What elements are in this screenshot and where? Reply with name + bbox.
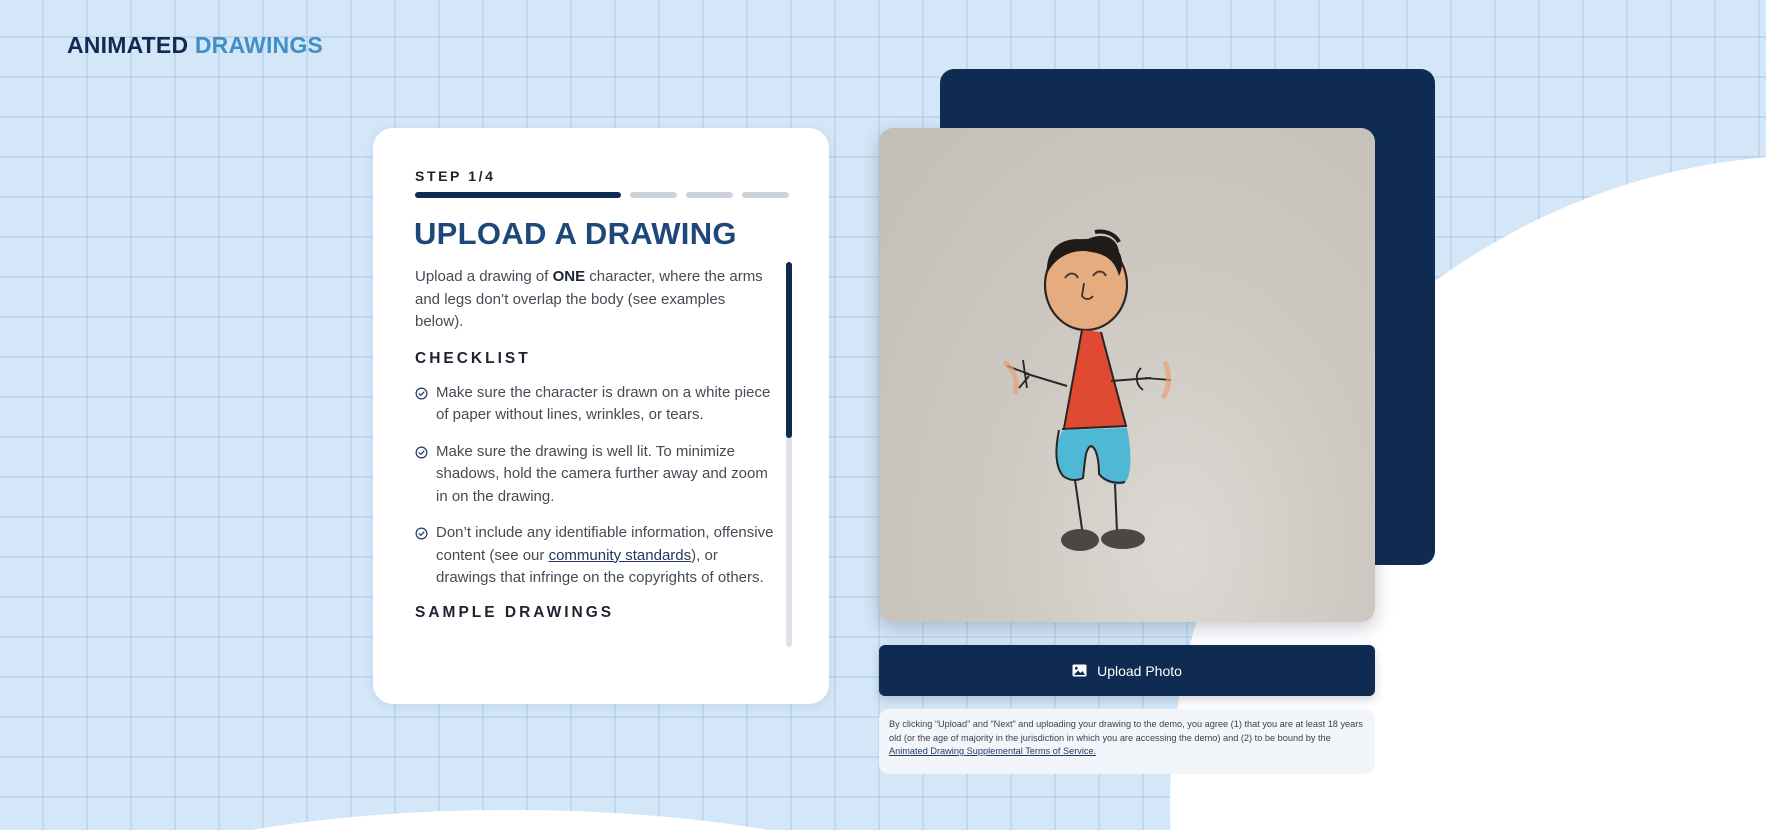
checklist-item: Make sure the character is drawn on a white piece of paper without lines, wrinkles, or tears.	[415, 382, 777, 427]
checklist-item: Don’t include any identifiable information, offensive content (see our community standards), or drawings that infringe on the copyrights of others.	[415, 522, 777, 590]
step-progress-bar	[415, 192, 789, 198]
upload-photo-label: Upload Photo	[1097, 662, 1182, 679]
instructions-scrollbar[interactable]	[786, 262, 792, 647]
progress-segment-2	[630, 192, 677, 198]
instructions-scroll-area[interactable]	[415, 266, 777, 644]
check-circle-icon	[415, 527, 428, 540]
image-icon	[1072, 664, 1087, 677]
checklist-heading: CHECKLIST	[415, 349, 531, 367]
sample-drawings-heading: SAMPLE DRAWINGS	[415, 603, 615, 621]
intro-text: Upload a drawing of ONE character, where the arms and legs don’t overlap the body (see examples below).	[415, 268, 763, 330]
step-indicator: STEP 1/4	[415, 168, 496, 184]
drawing-preview-image	[879, 128, 1375, 622]
terms-disclaimer: By clicking “Upload” and “Next” and uploading your drawing to the demo, you agree (1) that you are at least 18 years old (or the age of majority in the jurisdiction in which you are accessing the demo) and (2) to be bound by the Animated Drawing Supplemental Terms of Service.	[879, 709, 1375, 774]
upload-photo-button[interactable]	[879, 645, 1375, 696]
page-title: UPLOAD A DRAWING	[414, 216, 737, 251]
step-card	[373, 128, 829, 704]
intro-emphasis: ONE	[552, 268, 586, 285]
checklist-item: Make sure the drawing is well lit. To minimize shadows, hold the camera further away and zoom in on the drawing.	[415, 441, 777, 509]
community-standards-link[interactable]: community standards	[548, 546, 692, 564]
check-circle-icon	[415, 387, 428, 400]
background-wave-bottom	[60, 810, 960, 830]
brand-logo[interactable]	[67, 32, 323, 59]
drawing-preview	[879, 128, 1375, 622]
checklist	[415, 382, 777, 590]
progress-segment-1	[415, 192, 621, 198]
progress-segment-4	[742, 192, 789, 198]
progress-segment-3	[686, 192, 733, 198]
brand-logo-word2: DRAWINGS	[194, 32, 323, 58]
terms-of-service-link[interactable]: Animated Drawing Supplemental Terms of Service.	[889, 746, 1097, 756]
scrollbar-thumb[interactable]	[786, 262, 792, 438]
check-circle-icon	[415, 446, 428, 459]
brand-logo-word1: ANIMATED	[67, 32, 189, 58]
